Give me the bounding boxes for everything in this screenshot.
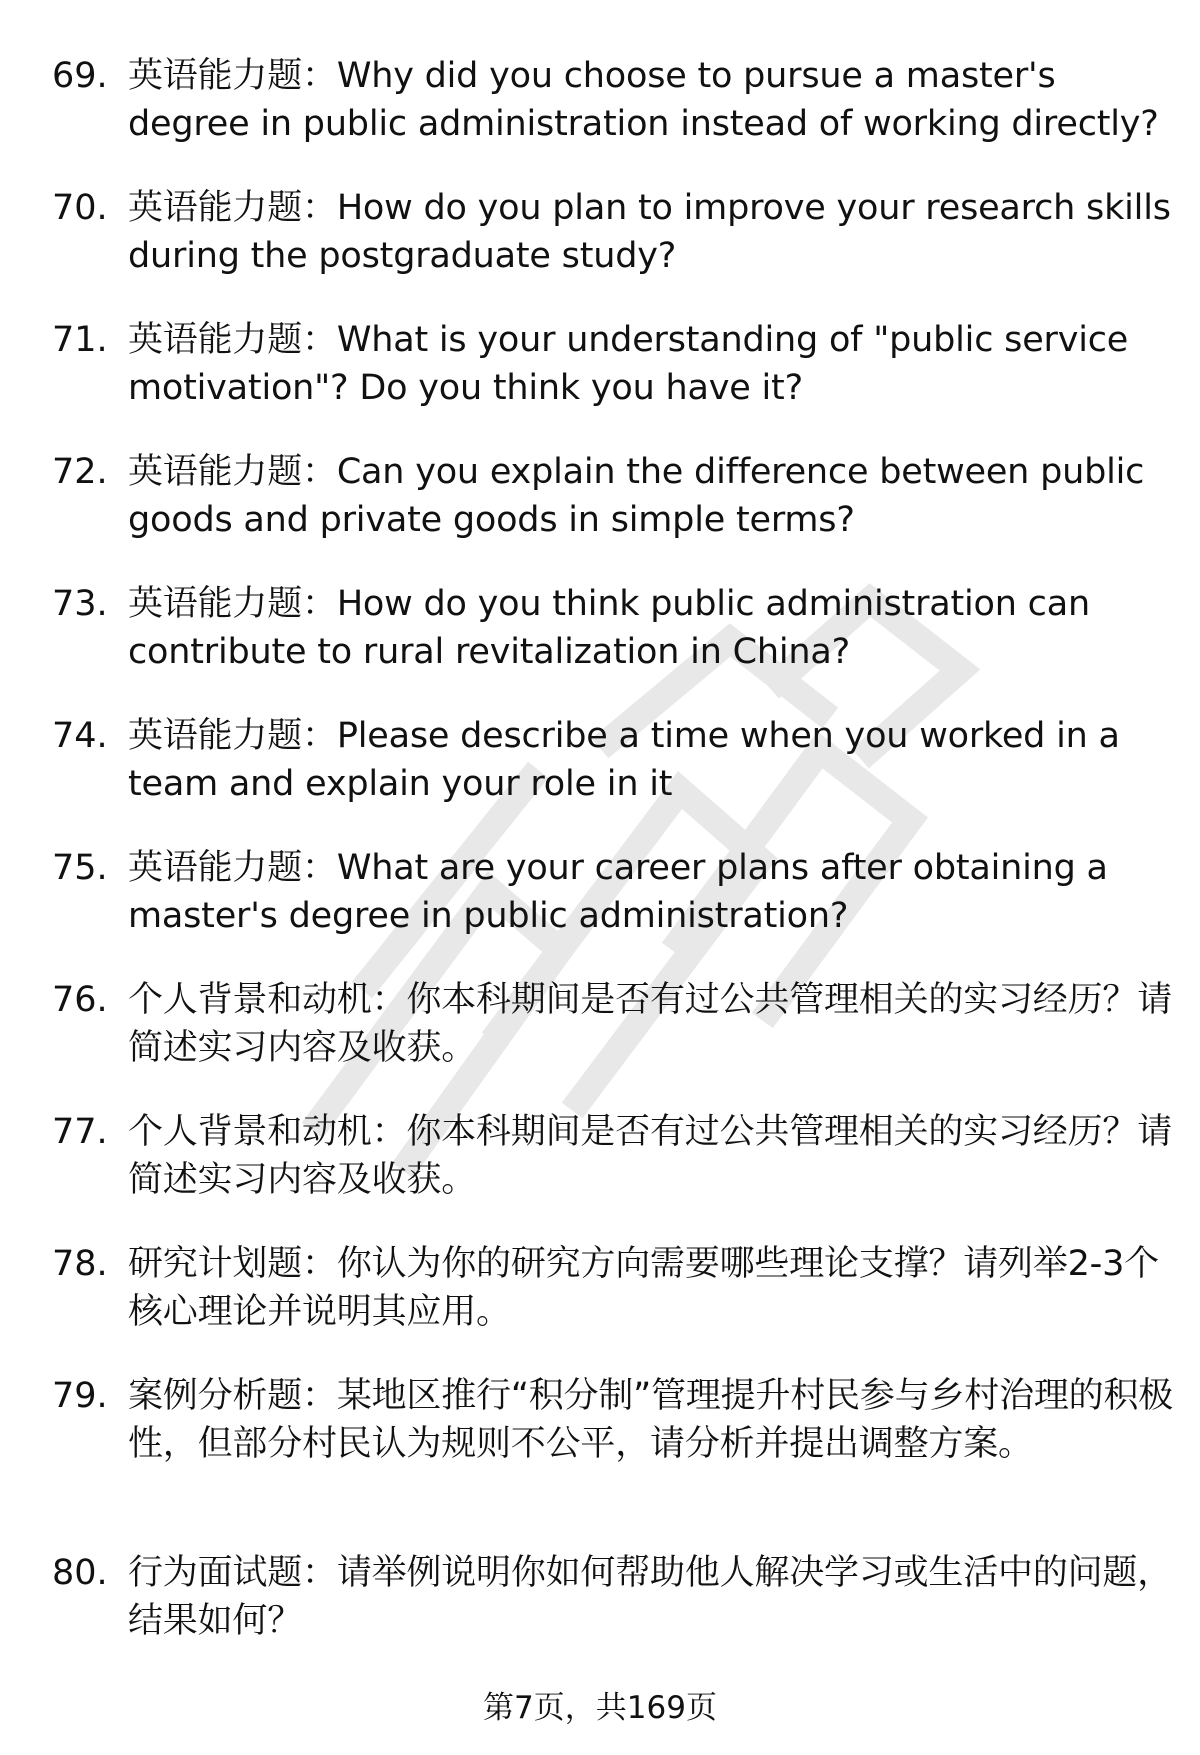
question-category: 研究计划题： <box>128 1244 337 1284</box>
question-item <box>0 976 1200 1108</box>
question-item <box>0 580 1200 712</box>
question-list <box>0 52 1200 1681</box>
question-category: 个人背景和动机： <box>128 1112 407 1152</box>
question-text: How do you think public administration can contribute to rural revitalization in China? <box>128 584 1090 672</box>
page-footer: 第7页，共169页 <box>483 1690 717 1726</box>
question-number: 79. <box>52 1376 108 1416</box>
question-text-block <box>128 844 1178 940</box>
question-item <box>0 1108 1200 1240</box>
question-text: What are your career plans after obtaining a master's degree in public administration? <box>128 848 1108 936</box>
question-category: 英语能力题： <box>128 848 337 888</box>
question-text: 你认为你的研究方向需要哪些理论支撑？请列举2-3个核心理论并说明其应用。 <box>128 1244 1159 1332</box>
question-number: 74. <box>52 716 108 756</box>
question-number: 72. <box>52 452 108 492</box>
question-item <box>0 844 1200 976</box>
question-text-block <box>128 1108 1178 1204</box>
question-category: 英语能力题： <box>128 716 337 756</box>
question-category: 英语能力题： <box>128 320 337 360</box>
question-category: 案例分析题： <box>128 1376 337 1416</box>
question-item <box>0 52 1200 184</box>
question-item <box>0 1240 1200 1372</box>
question-number: 80. <box>52 1553 108 1593</box>
question-text: How do you plan to improve your research skills during the postgraduate study? <box>128 188 1171 276</box>
question-number: 78. <box>52 1244 108 1284</box>
question-item <box>0 1372 1200 1549</box>
question-number: 71. <box>52 320 108 360</box>
question-number: 70. <box>52 188 108 228</box>
question-text-block <box>128 52 1178 148</box>
question-text-block <box>128 448 1178 544</box>
question-text-block <box>128 184 1178 280</box>
question-text-block <box>128 580 1178 676</box>
question-text: 你本科期间是否有过公共管理相关的实习经历？请简述实习内容及收获。 <box>128 980 1173 1068</box>
question-text: Why did you choose to pursue a master's degree in public administration instead of working directly? <box>128 56 1159 144</box>
question-item <box>0 184 1200 316</box>
question-category: 英语能力题： <box>128 188 337 228</box>
question-text-block <box>128 1240 1178 1336</box>
question-number: 76. <box>52 980 108 1020</box>
question-text: 请举例说明你如何帮助他人解决学习或生活中的问题，结果如何？ <box>128 1553 1173 1641</box>
question-item <box>0 1549 1200 1681</box>
question-number: 75. <box>52 848 108 888</box>
question-category: 英语能力题： <box>128 452 337 492</box>
question-text: Can you explain the difference between public goods and private goods in simple terms? <box>128 452 1145 540</box>
question-number: 69. <box>52 56 108 96</box>
question-text-block <box>128 1549 1178 1645</box>
question-category: 英语能力题： <box>128 584 337 624</box>
question-item <box>0 712 1200 844</box>
question-text: 某地区推行“积分制”管理提升村民参与乡村治理的积极性，但部分村民认为规则不公平，请分析并提出调整方案。 <box>128 1376 1174 1464</box>
question-category: 英语能力题： <box>128 56 337 96</box>
question-category: 行为面试题： <box>128 1553 337 1593</box>
question-text-block <box>128 1372 1178 1468</box>
question-text-block <box>128 712 1178 808</box>
question-text-block <box>128 976 1178 1072</box>
question-text: What is your understanding of "public service motivation"? Do you think you have it? <box>128 320 1129 408</box>
question-text: 你本科期间是否有过公共管理相关的实习经历？请简述实习内容及收获。 <box>128 1112 1173 1200</box>
question-item <box>0 316 1200 448</box>
question-category: 个人背景和动机： <box>128 980 407 1020</box>
question-text-block <box>128 316 1178 412</box>
question-item <box>0 448 1200 580</box>
question-text: Please describe a time when you worked in a team and explain your role in it <box>128 716 1120 804</box>
question-number: 77. <box>52 1112 108 1152</box>
question-number: 73. <box>52 584 108 624</box>
